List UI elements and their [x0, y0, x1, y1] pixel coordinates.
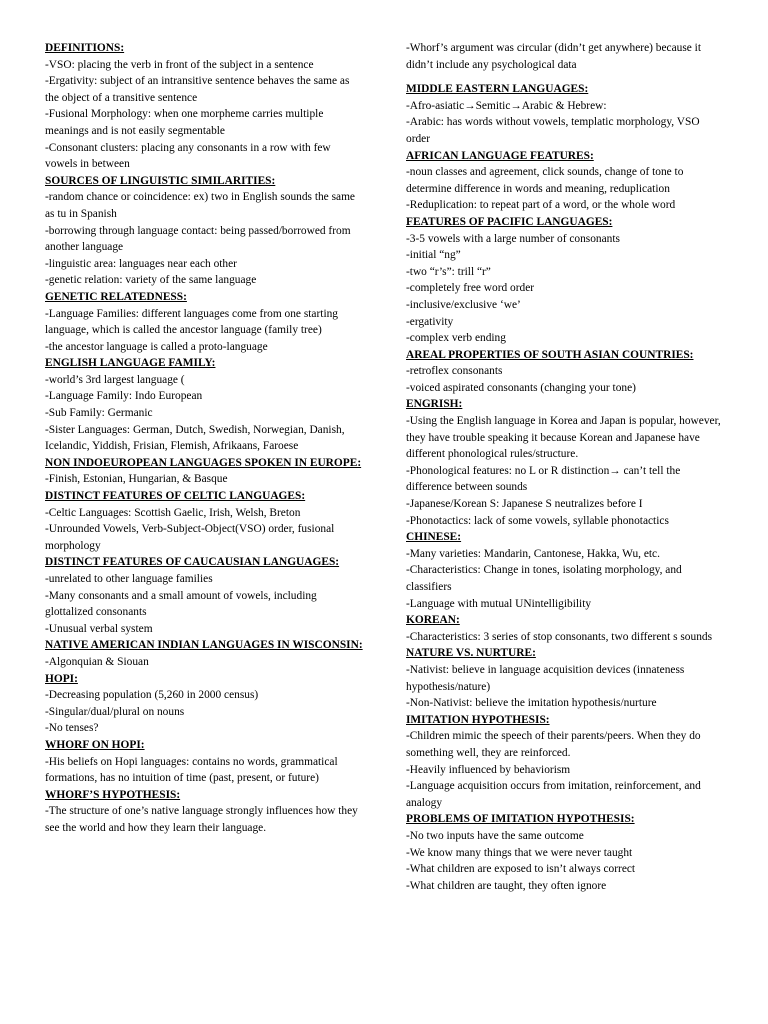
- note-line: -Reduplication: to repeat part of a word, or the whole word: [406, 199, 676, 212]
- note-line: -Nativist: believe in language acquisition devices (innateness hypothesis/nature): [406, 663, 685, 693]
- note-line: -linguistic area: languages near each other: [45, 257, 237, 270]
- section-heading-definitions: DEFINITIONS:: [45, 42, 125, 54]
- note-line: -Phonotactics: lack of some vowels, syllable phonotactics: [406, 514, 669, 527]
- note-line: -VSO: placing the verb in front of the subject in a sentence: [45, 58, 314, 71]
- note-line: -two “r’s”: trill “r”: [406, 265, 491, 278]
- section-heading-whorf-s-hypothesis: WHORF’S HYPOTHESIS:: [45, 788, 181, 801]
- note-line: -No two inputs have the same outcome: [406, 829, 584, 842]
- note-line: -the ancestor language is called a proto-language: [45, 340, 268, 353]
- note-line: -unrelated to other language families: [45, 573, 213, 585]
- section-heading-middle-eastern-languages: MIDDLE EASTERN LANGUAGES:: [406, 83, 589, 96]
- note-line: -Heavily influenced by behaviorism: [406, 763, 571, 776]
- note-line: -Characteristics: Change in tones, isolating morphology, and classifiers: [406, 564, 682, 593]
- note-line: -Phonological features: no L or R distinction→ can’t tell the difference between sounds: [406, 464, 681, 494]
- note-line: -Afro-asiatic→Semitic→Arabic & Hebrew:: [406, 99, 607, 112]
- note-line: -Non-Nativist: believe the imitation hypothesis/nurture: [406, 697, 657, 710]
- note-line: -complex verb ending: [406, 332, 506, 345]
- note-line: -Japanese/Korean S: Japanese S neutralizes before I: [406, 498, 643, 511]
- note-line: -No tenses?: [45, 722, 99, 735]
- note-line: -Sub Family: Germanic: [45, 407, 153, 420]
- section-heading-whorf-on-hopi: WHORF ON HOPI:: [45, 738, 145, 751]
- right-column: [406, 40, 726, 894]
- note-line: -Language Families: different languages come from one starting language, which is called the ancestor language (family tree): [45, 307, 339, 337]
- section-heading-distinct-features-of-caucausian-language: DISTINCT FEATURES OF CAUCAUSIAN LANGUAGES:: [45, 556, 340, 569]
- section-heading-korean: KOREAN:: [406, 614, 460, 627]
- note-line: -Many consonants and a small amount of vowels, including glottalized consonants: [45, 589, 317, 619]
- left-column: [45, 40, 363, 837]
- section-heading-problems-of-imitation-hypothesis: PROBLEMS OF IMITATION HYPOTHESIS:: [406, 813, 635, 826]
- note-line: -Algonquian & Siouan: [45, 655, 149, 668]
- section-heading-sources-of-linguistic-similarities: SOURCES OF LINGUISTIC SIMILARITIES:: [45, 174, 276, 187]
- section-heading-genetic-relatedness: GENETIC RELATEDNESS:: [45, 290, 187, 303]
- note-line: -Ergativity: subject of an intransitive sentence behaves the same as the object of a transitive sentence: [45, 75, 350, 104]
- section-heading-imitation-hypothesis: IMITATION HYPOTHESIS:: [406, 713, 550, 726]
- note-line: -What children are exposed to isn’t always correct: [406, 863, 636, 876]
- note-line: -Fusional Morphology: when one morpheme carries multiple meanings and is not easily segmentable: [45, 108, 324, 137]
- note-line: -Whorf’s argument was circular (didn’t get anywhere) because it didn’t include any psychological data: [406, 42, 701, 71]
- section-heading-engrish: ENGRISH:: [406, 398, 463, 411]
- note-line: -Language Family: Indo European: [45, 390, 203, 403]
- note-line: -What children are taught, they often ignore: [406, 879, 607, 892]
- note-line: -Language with mutual UNintelligibility: [406, 597, 592, 610]
- note-line: -Singular/dual/plural on nouns: [45, 705, 185, 718]
- note-line: -Children mimic the speech of their parents/peers. When they do something well, they are reinforced.: [406, 730, 701, 759]
- note-line: -The structure of one’s native language strongly influences how they see the world and how they learn their language.: [45, 805, 358, 834]
- note-line: -noun classes and agreement, click sounds, change of tone to determine difference in words and meaning, reduplication: [406, 166, 684, 195]
- note-line: -3-5 vowels with a large number of consonants: [406, 232, 620, 245]
- note-line: -Many varieties: Mandarin, Cantonese, Hakka, Wu, etc.: [406, 547, 660, 560]
- note-line: -Arabic: has words without vowels, templatic morphology, VSO order: [406, 116, 700, 145]
- section-heading-chinese: CHINESE:: [406, 531, 462, 544]
- note-line: -Unrounded Vowels, Verb-Subject-Object(VSO) order, fusional morphology: [45, 523, 335, 552]
- spacer: [406, 73, 726, 81]
- section-heading-nature-vs-nurture: NATURE VS. NURTURE:: [406, 647, 536, 660]
- note-line: -Celtic Languages: Scottish Gaelic, Irish, Welsh, Breton: [45, 506, 301, 519]
- note-line: -His beliefs on Hopi languages: contains no words, grammatical formations, has no intuition of time (past, present, or future): [45, 755, 338, 785]
- note-line: -Consonant clusters: placing any consonants in a row with few vowels in between: [45, 141, 331, 171]
- note-line: -retroflex consonants: [406, 365, 503, 378]
- note-line: -completely free word order: [406, 282, 535, 295]
- note-line: -Unusual verbal system: [45, 622, 153, 635]
- section-heading-areal-properties-of-south-asian-countrie: AREAL PROPERTIES OF SOUTH ASIAN COUNTRIES:: [406, 348, 694, 361]
- note-line: -Using the English language in Korea and Japan is popular, however, they have trouble speaking it because Korean and Japanese have different phonological rules/structure.: [406, 415, 721, 461]
- note-line: -inclusive/exclusive ‘we’: [406, 298, 521, 311]
- section-heading-features-of-pacific-languages: FEATURES OF PACIFIC LANGUAGES:: [406, 215, 613, 228]
- note-line: -Decreasing population (5,260 in 2000 census): [45, 689, 259, 702]
- section-heading-african-language-features: AFRICAN LANGUAGE FEATURES:: [406, 149, 594, 162]
- section-heading-english-language-family: ENGLISH LANGUAGE FAMILY:: [45, 357, 216, 370]
- section-heading-hopi: HOPI:: [45, 672, 78, 685]
- note-line: -Characteristics: 3 series of stop consonants, two different s sounds: [406, 630, 713, 643]
- section-heading-non-indoeuropean-languages-spoken-in-eur: NON INDOEUROPEAN LANGUAGES SPOKEN IN EUROPE:: [45, 456, 362, 469]
- note-line: -random chance or coincidence: ex) two in English sounds the same as tu in Spanish: [45, 191, 355, 220]
- note-line: -Sister Languages: German, Dutch, Swedish, Norwegian, Danish, Icelandic, Yiddish, Frisian, Flemish, Afrikaans, Faroese: [45, 423, 345, 453]
- note-line: -voiced aspirated consonants (changing your tone): [406, 381, 636, 394]
- section-heading-distinct-features-of-celtic-languages: DISTINCT FEATURES OF CELTIC LANGUAGES:: [45, 490, 306, 503]
- note-line: -genetic relation: variety of the same language: [45, 274, 257, 287]
- note-line: -world’s 3rd largest language (: [45, 373, 185, 386]
- note-line: -Language acquisition occurs from imitation, reinforcement, and analogy: [406, 780, 701, 809]
- note-line: -We know many things that we were never taught: [406, 846, 633, 859]
- section-heading-native-american-indian-languages-in-wisc: NATIVE AMERICAN INDIAN LANGUAGES IN WISCONSIN:: [45, 639, 363, 652]
- note-line: -initial “ng”: [406, 249, 461, 262]
- note-line: -borrowing through language contact: being passed/borrowed from another language: [45, 224, 351, 254]
- note-line: -ergativity: [406, 315, 454, 328]
- note-line: -Finish, Estonian, Hungarian, & Basque: [45, 473, 228, 486]
